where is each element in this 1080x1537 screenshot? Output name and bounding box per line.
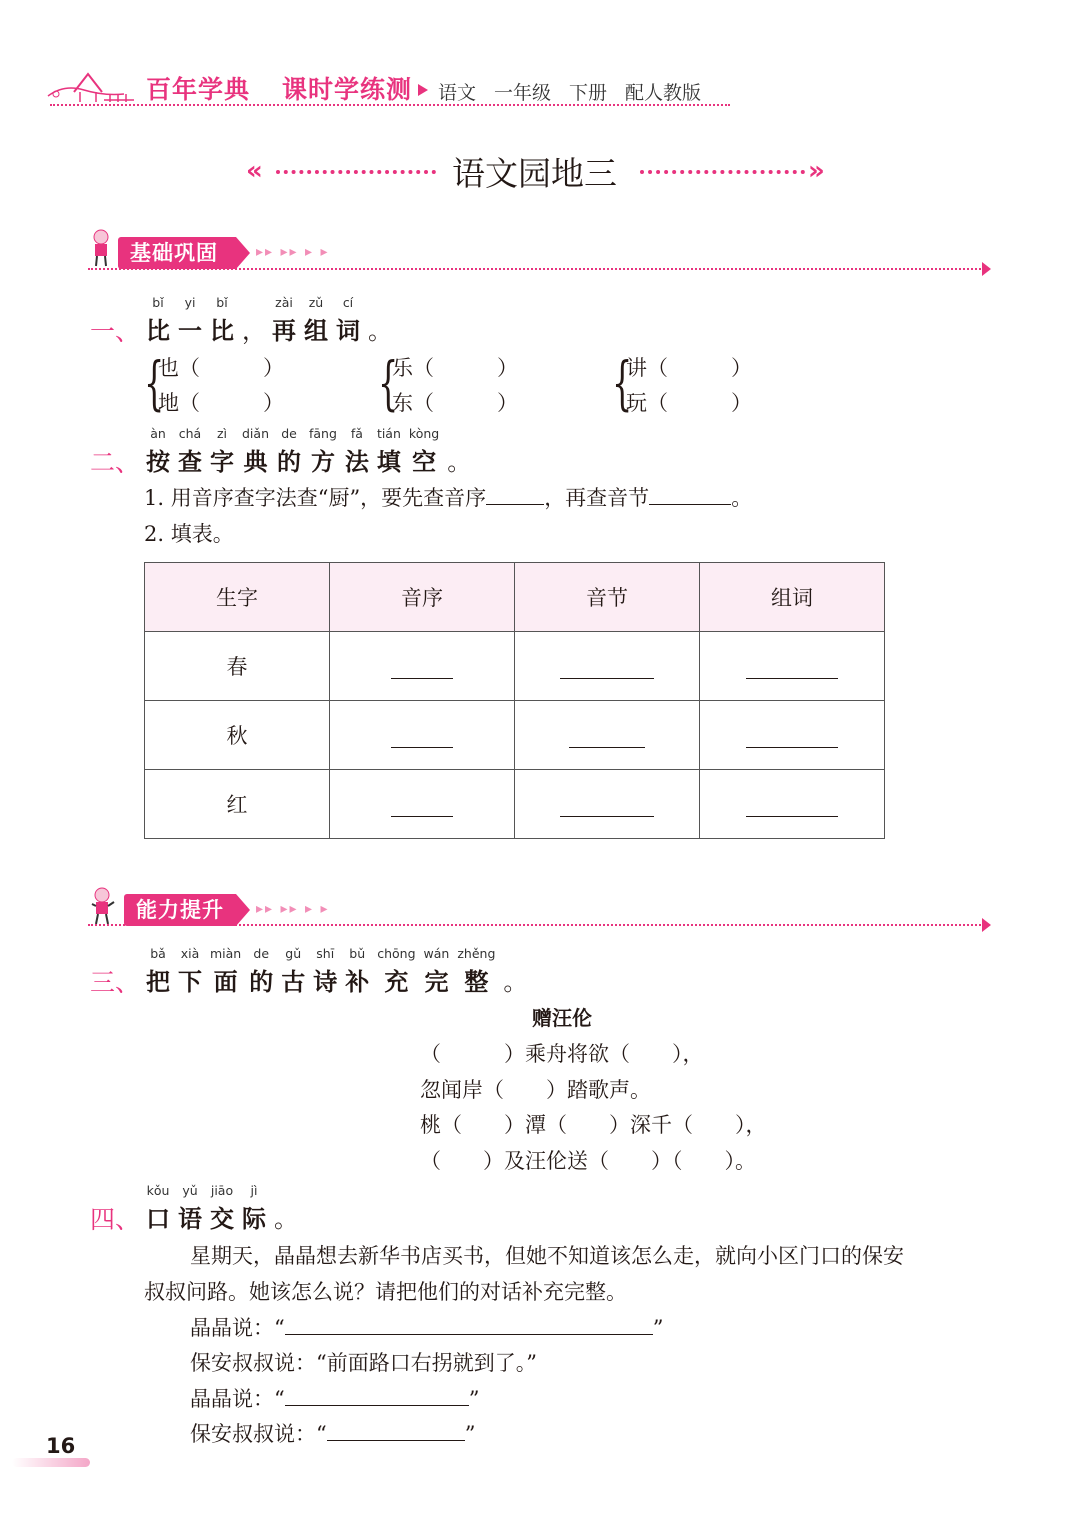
answer-blank[interactable]: [391, 718, 453, 748]
pinyin-char: yi 一: [178, 295, 202, 345]
pinyin-char: bǔ 补: [345, 946, 370, 996]
table-cell-blank: [330, 701, 515, 770]
pinyin-char: miàn 面: [210, 946, 242, 996]
pinyin-char: zhěng 整: [457, 946, 496, 996]
table-cell-blank: [700, 770, 885, 839]
pinyin-char: zì 字: [210, 426, 234, 476]
answer-blank-syllable[interactable]: [649, 481, 731, 505]
pinyin-char: yǔ 语: [178, 1183, 202, 1233]
pinyin-char: bǐ 比: [210, 295, 234, 345]
dialogue-line-4: 保安叔叔说：“ ”: [190, 1416, 476, 1452]
banner-arrows: ▸▸ ▸▸ ▸ ▸: [256, 244, 330, 260]
girl-mascot-icon: [88, 886, 118, 926]
table-row: [145, 632, 885, 701]
word-pair-1-a: 也（ ）: [158, 356, 284, 380]
question-2-item-2: 2. 填表。: [144, 522, 234, 546]
pinyin-char: shī 诗: [313, 946, 338, 996]
meta-volume: 下册: [569, 82, 608, 104]
table-cell-blank: [700, 632, 885, 701]
section-divider: [88, 924, 984, 926]
question-number: 二、: [90, 448, 141, 477]
pinyin-char: fāng 方: [309, 426, 337, 476]
arrow-icon: [418, 84, 428, 96]
pinyin-char: bǎ 把: [146, 946, 170, 996]
table-cell-blank: [330, 632, 515, 701]
pinyin-char: fǎ 法: [344, 426, 369, 476]
series-name: 课时学练测: [282, 75, 413, 104]
dialogue-line-3: 晶晶说：“ ”: [190, 1381, 480, 1417]
table-cell-char: 春: [145, 632, 330, 701]
brand-name: 百年学典: [146, 75, 251, 104]
dialogue-line-1: 晶晶说：“ ”: [190, 1310, 664, 1346]
title-left-dots: [276, 170, 436, 174]
table-cell-blank: [515, 701, 700, 770]
answer-blank[interactable]: [391, 787, 453, 817]
answer-blank[interactable]: [746, 649, 838, 679]
section-divider: [88, 268, 984, 270]
meta-grade: 一年级: [494, 82, 552, 104]
answer-blank[interactable]: [746, 787, 838, 817]
banner-arrows: ▸▸ ▸▸ ▸ ▸: [256, 901, 330, 917]
answer-blank[interactable]: [391, 649, 453, 679]
answer-blank[interactable]: [560, 649, 654, 679]
table-cell-char: 秋: [145, 701, 330, 770]
answer-blank[interactable]: [746, 718, 838, 748]
pinyin-char: bǐ 比: [146, 295, 170, 345]
word-pair-2-b: 东（ ）: [392, 391, 518, 415]
answer-blank-index[interactable]: [486, 481, 544, 505]
question-3-header: 三、 bǎ 把 xià 下 miàn 面 de 的 gǔ 古 shī 诗 bǔ 补 chōng 充 wán 完 zhěng 整 。: [90, 943, 533, 999]
table-cell-blank: [700, 701, 885, 770]
answer-blank[interactable]: [285, 1311, 653, 1335]
pinyin-char: zài 再: [272, 295, 296, 345]
pinyin-char: kòng 空: [408, 426, 440, 476]
table-header-cell: 音节: [515, 563, 700, 632]
poem-line-4: （ ）及汪伦送（ ）（ ）。: [420, 1149, 756, 1173]
poem-title: 赠汪伦: [532, 1006, 592, 1030]
pinyin-char: wán 完: [423, 946, 450, 996]
title-right-dots: [640, 170, 805, 174]
table-header-cell: 组词: [700, 563, 885, 632]
word-pair-2-a: 乐（ ）: [392, 356, 518, 380]
divider-arrow-icon: [982, 262, 991, 276]
pinyin-char: jì 际: [242, 1183, 266, 1233]
word-pair-3-a: 讲（ ）: [626, 356, 752, 380]
table-header-cell: 音序: [330, 563, 515, 632]
scenario-paragraph-2: 叔叔问路。她该怎么说？请把他们的对话补充完整。: [144, 1280, 627, 1304]
pinyin-char: cí 词: [336, 295, 360, 345]
title-left-chevrons: «: [246, 156, 263, 186]
pinyin-char: de 的: [249, 946, 274, 996]
brace-icon: {: [612, 349, 633, 417]
question-number: 三、: [90, 968, 141, 997]
meta-subject: 语文: [438, 82, 477, 104]
pinyin-char: kǒu 口: [146, 1183, 170, 1233]
divider-arrow-icon: [982, 918, 991, 932]
pinyin-char: de 的: [277, 426, 301, 476]
pinyin-char: jiāo 交: [210, 1183, 234, 1233]
question-number: 一、: [90, 317, 141, 346]
page-number: 16: [46, 1434, 76, 1458]
header-underline: [50, 104, 730, 106]
answer-blank[interactable]: [569, 718, 645, 748]
word-pair-1-b: 地（ ）: [158, 391, 284, 415]
pinyin-char: xià 下: [178, 946, 202, 996]
section-banner-advanced: 能力提升: [124, 894, 236, 926]
question-number: 四、: [90, 1205, 141, 1234]
header-logo: [44, 66, 139, 106]
brace-icon: {: [378, 349, 399, 417]
pinyin-char: chá 查: [178, 426, 202, 476]
table-cell-blank: [515, 770, 700, 839]
table-header-row: [145, 563, 885, 632]
pinyin-char: tián 填: [376, 426, 401, 476]
meta-edition: 配人教版: [625, 82, 702, 104]
pinyin-char: àn 按: [146, 426, 170, 476]
title-right-chevrons: »: [808, 156, 825, 186]
page-title: 语文园地三: [452, 154, 617, 193]
girl-mascot-icon: [88, 228, 114, 268]
pinyin-char: zǔ 组: [304, 295, 328, 345]
table-row: [145, 770, 885, 839]
question-1-header: 一、 bǐ 比 yi 一 bǐ 比 ， zài 再 zǔ 组 cí 词 。: [90, 292, 398, 348]
table-cell-blank: [515, 632, 700, 701]
pinyin-char: gǔ 古: [281, 946, 306, 996]
poem-line-3: 桃（ ）潭（ ）深千（ ），: [420, 1113, 767, 1137]
scenario-paragraph-1: 星期天，晶晶想去新华书店买书，但她不知道该怎么走，就向小区门口的保安: [190, 1244, 904, 1268]
word-pair-3-b: 玩（ ）: [626, 391, 752, 415]
table-row: [145, 701, 885, 770]
question-2-header: 二、 àn 按 chá 查 zì 字 diǎn 典 de 的 fāng 方 fǎ 法 tián 填 kòng 空 。: [90, 423, 477, 479]
table-cell-blank: [330, 770, 515, 839]
table-header-cell: 生字: [145, 563, 330, 632]
answer-blank[interactable]: [560, 787, 654, 817]
poem-line-2: 忽闻岸（ ）踏歌声。: [420, 1078, 651, 1102]
question-4-header: 四、 kǒu 口 yǔ 语 jiāo 交 jì 际 。: [90, 1180, 304, 1236]
table-cell-char: 红: [145, 770, 330, 839]
answer-blank[interactable]: [327, 1417, 465, 1441]
brace-icon: {: [144, 349, 165, 417]
header-meta: [438, 78, 719, 105]
page-number-bar: [12, 1458, 90, 1467]
section-banner-basics: 基础巩固: [118, 237, 236, 269]
answer-blank[interactable]: [285, 1382, 469, 1406]
pinyin-char: chōng 充: [377, 946, 416, 996]
lookup-table: [144, 562, 885, 839]
dialogue-line-2: 保安叔叔说：“前面路口右拐就到了。”: [190, 1351, 537, 1375]
question-2-item-1: 1. 用音序查字法查“厨”，要先查音序 ，再查音节 。: [144, 480, 752, 516]
pinyin-char: diǎn 典: [242, 426, 269, 476]
poem-line-1: （ ）乘舟将欲（ ），: [420, 1042, 704, 1066]
